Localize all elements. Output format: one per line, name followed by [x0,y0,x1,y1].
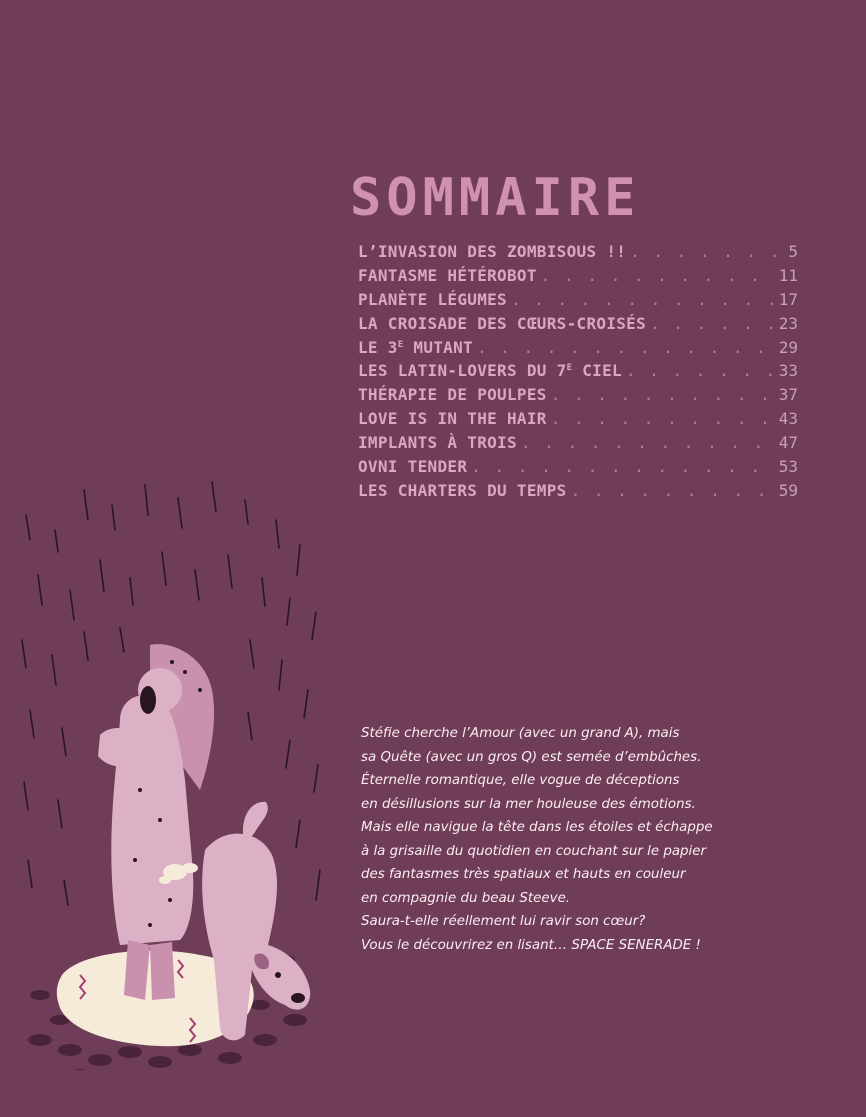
toc-title-part: CIEL [572,361,622,381]
blurb-line: Stéfie cherche l’Amour (avec un grand A), mais [361,726,680,741]
toc-entry-title [358,361,622,380]
toc-entry-title: LES CHARTERS DU TEMPS [358,480,567,500]
toc-title-part: LES LATIN-LOVERS DU 7 [358,361,567,381]
blurb-line: Saura-t-elle réellement lui ravir son cœur? [361,914,646,929]
toc-entry[interactable] [358,266,798,290]
toc-entry-title [358,338,473,357]
toc-entry-page: 33 [778,361,798,381]
toc-dot-leader [477,338,775,357]
toc-dot-leader [511,290,775,309]
toc-entry[interactable] [358,361,798,385]
blurb-line: sa Quête (avec un gros Q) est semée d’embûches. [361,749,702,765]
toc-entry-page: 53 [778,457,798,477]
toc-entry-page: 59 [778,480,798,500]
toc-dot-leader [630,242,784,261]
toc-entry[interactable] [358,338,798,362]
toc-dot-leader [571,481,775,500]
toc-dot-leader [626,361,775,380]
toc-entry-title: IMPLANTS À TROIS [358,433,517,453]
toc-dot-leader [650,314,775,333]
toc-entry-title: OVNI TENDER [358,457,468,477]
toc-entry[interactable] [358,314,798,338]
toc-title-superscript: E [397,339,404,350]
toc-entry[interactable] [358,457,798,481]
toc-entry-page: 11 [778,265,798,285]
toc-dot-leader [551,385,775,404]
toc-entry-title: LOVE IS IN THE HAIR [358,409,547,429]
table-of-contents [358,242,798,505]
toc-entry-title: FANTASME HÉTÉROBOT [358,265,537,285]
blurb-line: Mais elle navigue la tête dans les étoiles et échappe [361,820,713,835]
toc-entry-page: 23 [778,313,798,333]
toc-entry[interactable] [358,433,798,457]
toc-entry-title: THÉRAPIE DE POULPES [358,385,547,405]
toc-entry-page: 17 [778,289,798,309]
toc-entry-title: PLANÈTE LÉGUMES [358,289,507,309]
toc-entry[interactable] [358,385,798,409]
toc-dot-leader [551,409,775,428]
toc-title-part: MUTANT [403,337,473,357]
rainy-girl-and-dog-illustration [0,470,345,1070]
toc-entry-title: L’INVASION DES ZOMBISOUS !! [358,242,627,261]
toc-entry[interactable] [358,481,798,505]
toc-entry-page: 5 [788,242,798,261]
toc-dot-leader [471,457,774,476]
toc-entry-page: 37 [778,385,798,405]
toc-entry-page: 29 [778,337,798,357]
toc-entry[interactable] [358,290,798,314]
toc-entry-page: 43 [778,409,798,429]
toc-entry-page: 47 [778,433,798,453]
blurb-line: en désillusions sur la mer houleuse des émotions. [361,796,696,812]
blurb-line: Éternelle romantique, elle vogue de déceptions [361,773,680,788]
toc-dot-leader [521,433,775,452]
toc-entry-title: LA CROISADE DES CŒURS-CROISÉS [358,313,647,333]
blurb-line: à la grisaille du quotidien en couchant sur le papier [361,843,706,859]
blurb-line: des fantasmes très spatiaux et hauts en couleur [361,867,686,882]
girl-figure [98,644,214,1000]
toc-entry[interactable] [358,242,798,266]
toc-title-part: LE 3 [358,337,398,357]
toc-title-superscript: E [566,363,573,374]
toc-dot-leader [541,266,775,285]
page-title: SOMMAIRE [350,168,641,228]
back-cover-blurb [361,722,791,957]
blurb-line: Vous le découvrirez en lisant… SPACE SENERADE ! [361,937,701,953]
blurb-line: en compagnie du beau Steeve. [361,890,571,906]
toc-entry[interactable] [358,409,798,433]
